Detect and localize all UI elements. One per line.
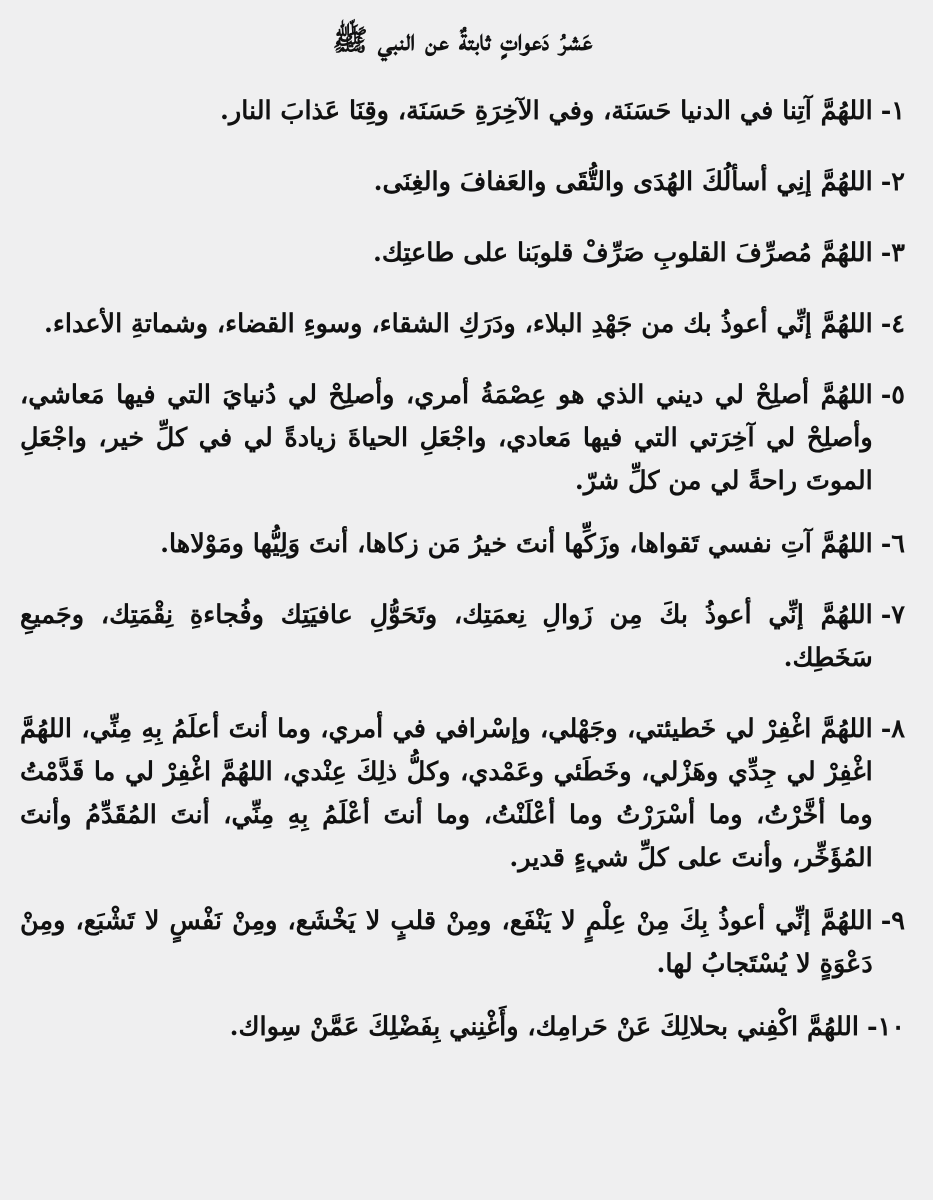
dua-item-5 — [20, 374, 905, 503]
dua-text: اللهُمَّ إنِي أسألُكَ الهُدَى والتُّقَى والعَفافَ والغِنَى. — [373, 166, 873, 197]
dua-text: اللهُمَّ آتِنا في الدنيا حَسَنَة، وفي الآخِرَةِ حَسَنَة، وقِنَا عَذابَ النار. — [220, 95, 873, 126]
dua-item-9 — [20, 900, 905, 986]
dua-text: اللهُمَّ اغْفِرْ لي خَطيئتي، وجَهْلي، وإسْرافي في أمري، وما أنتَ أعلَمُ بِهِ مِنِّي، اللهُمَّ اغْفِرْ لي جِدِّي وهَزْلي، وخَطَئي وعَمْدي، وكلُّ ذلِكَ عِنْدي، اللهُمَّ اغْفِرْ لي ما قَدَّمْتُ وما أخَّرْتُ، وما أسْرَرْتُ وما أعْلَنْتُ، وما أنتَ أعْلَمُ بِهِ مِنِّي، أنتَ المُقَدِّمُ وأنتَ المُؤَخِّر، وأنتَ على كلِّ شيءٍ قدير. — [20, 713, 873, 873]
dua-item-4 — [20, 303, 905, 346]
dua-number: ٦- — [880, 528, 905, 559]
dua-text: اللهُمَّ إنِّي أعوذُ بكَ مِن زَوالِ نِعمَتِك، وتَحَوُّلِ عافيَتِك وفُجاءةِ نِقْمَتِك، وجَميعِ سَخَطِك. — [20, 599, 873, 673]
dua-item-2 — [20, 161, 905, 204]
dua-number: ٧- — [880, 599, 905, 630]
dua-number: ١٠- — [867, 1011, 905, 1042]
dua-number: ١- — [880, 95, 905, 126]
dua-item-8 — [20, 708, 905, 880]
dua-text: اللهُمَّ اكْفِني بحلالِكَ عَنْ حَرامِك، وأَغْنِني بِفَضْلِكَ عَمَّنْ سِواك. — [229, 1011, 859, 1042]
dua-text: اللهُمَّ إنِّي أعوذُ بِكَ مِنْ عِلْمٍ لا يَنْفَع، ومِنْ قلبٍ لا يَخْشَع، ومِنْ نَفْسٍ لا تَشْبَع، ومِنْ دَعْوَةٍ لا يُسْتَجابُ لها. — [20, 905, 873, 979]
dua-text: اللهُمَّ آتِ نفسي تَقواها، وزَكِّها أنتَ خيرُ مَن زكاها، أنتَ وَلِيُّها ومَوْلاها. — [160, 528, 873, 559]
dua-number: ٩- — [880, 905, 905, 936]
dua-list — [20, 90, 905, 1049]
dua-item-10 — [20, 1006, 905, 1049]
dua-text: اللهُمَّ مُصرِّفَ القلوبِ صَرِّفْ قلوبَنا على طاعتِك. — [372, 237, 873, 268]
dua-item-6 — [20, 523, 905, 566]
page-title: عَشرُ دَعواتٍ ثابتةٌ عن النبي ﷺ — [332, 23, 593, 57]
dua-item-1 — [20, 90, 905, 133]
dua-number: ٢- — [880, 166, 905, 197]
dua-item-7 — [20, 594, 905, 680]
dua-number: ٤- — [880, 308, 905, 339]
dua-text: اللهُمَّ أصلِحْ لي ديني الذي هو عِصْمَةُ أمري، وأصلِحْ لي دُنيايَ التي فيها مَعاشي، وأصلِحْ لي آخِرَتي التي فيها مَعادي، واجْعَلِ الحياةَ زيادةً لي في كلِّ خير، واجْعَلِ الموتَ راحةً لي من كلِّ شرّ. — [20, 379, 873, 496]
dua-number: ٨- — [880, 713, 905, 744]
dua-text: اللهُمَّ إنِّي أعوذُ بك من جَهْدِ البلاء، ودَرَكِ الشقاء، وسوءِ القضاء، وشماتةِ الأعداء. — [44, 308, 873, 339]
dua-item-3 — [20, 232, 905, 275]
dua-number: ٣- — [880, 237, 905, 268]
dua-number: ٥- — [880, 379, 905, 410]
